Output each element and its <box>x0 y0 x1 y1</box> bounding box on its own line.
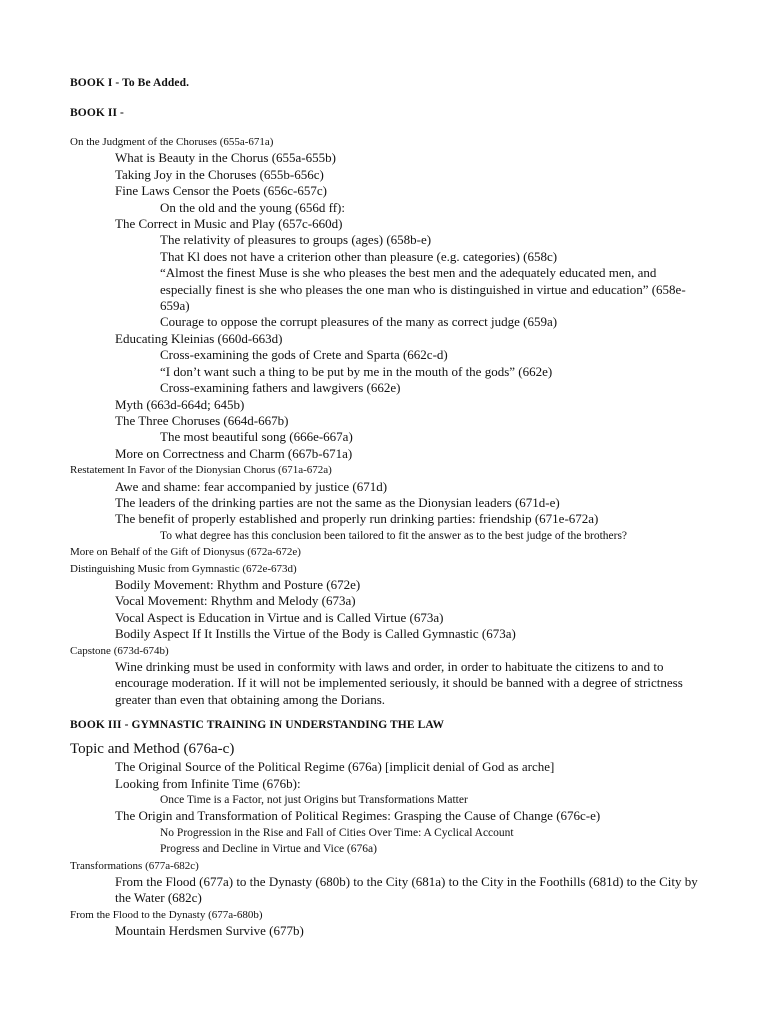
book-3-heading: BOOK III - GYMNASTIC TRAINING IN UNDERSTANDING THE LAW <box>70 719 445 732</box>
sub-outline-item: On the old and the young (656d ff): <box>160 199 345 215</box>
quotation-item: “Almost the finest Muse is she who pleases the best men and the adequately educated men, and especially finest is she who pleases the one man who is distinguished in virtue and education” (658e-659a) <box>160 265 686 314</box>
outline-item: The Original Source of the Political Regime (676a) [implicit denial of God as arche] <box>115 759 555 775</box>
section-heading: More on Behalf of the Gift of Dionysus (672a-672e) <box>70 546 301 559</box>
outline-item: The Three Choruses (664d-667b) <box>115 412 289 428</box>
sub-outline-item: To what degree has this conclusion been tailored to fit the answer as to the best judge of the brothers? <box>160 529 628 542</box>
sub-outline-item: Courage to oppose the corrupt pleasures of the many as correct judge (659a) <box>160 314 558 330</box>
sub-outline-item: Once Time is a Factor, not just Origins but Transformations Matter <box>160 794 468 807</box>
sub-outline-item: That Kl does not have a criterion other than pleasure (e.g. categories) (658c) <box>160 248 558 264</box>
sub-outline-item: Cross-examining the gods of Crete and Sparta (662c-d) <box>160 347 448 363</box>
sub-outline-item: “I don’t want such a thing to be put by me in the mouth of the gods” (662e) <box>160 363 553 379</box>
sub-outline-item: The relativity of pleasures to groups (ages) (658b-e) <box>160 232 432 248</box>
outline-item: The Origin and Transformation of Political Regimes: Grasping the Cause of Change (676c-e) <box>115 808 601 824</box>
book-1-heading: BOOK I - To Be Added. <box>70 77 190 89</box>
outline-item: Vocal Aspect is Education in Virtue and is Called Virtue (673a) <box>115 609 444 625</box>
section-heading: Capstone (673d-674b) <box>70 644 169 657</box>
outline-item: The benefit of properly established and properly run drinking parties: friendship (671e-672a) <box>115 511 599 527</box>
outline-item: Awe and shame: fear accompanied by justice (671d) <box>115 478 388 494</box>
outline-paragraph: From the Flood (677a) to the Dynasty (680b) to the City (681a) to the City in the Foothills (681d) to the City by the Water (682c) <box>115 874 698 906</box>
outline-item: Bodily Aspect If It Instills the Virtue of the Body is Called Gymnastic (673a) <box>115 626 516 642</box>
section-heading: Restatement In Favor of the Dionysian Chorus (671a-672a) <box>70 464 332 477</box>
section-heading: On the Judgment of the Choruses (655a-671a) <box>70 136 274 148</box>
book-2-outline <box>70 134 708 708</box>
section-heading: Transformations (677a-682c) <box>70 859 199 872</box>
outline-paragraph: Wine drinking must be used in conformity with laws and order, in order to habituate the citizens to and to encourage moderation. If it will not be implemented seriously, it should be banned with a degree of strictness greater than even that obtaining among the Dorians. <box>115 659 683 707</box>
sub-outline-item: The most beautiful song (666e-667a) <box>160 429 353 445</box>
outline-item: Educating Kleinias (660d-663d) <box>115 330 283 346</box>
outline-item: Vocal Movement: Rhythm and Melody (673a) <box>115 593 356 609</box>
topic-heading: Topic and Method (676a-c) <box>70 741 235 758</box>
outline-item: Bodily Movement: Rhythm and Posture (672e) <box>115 576 361 592</box>
outline-item: Mountain Herdsmen Survive (677b) <box>115 923 304 939</box>
sub-outline-item: Cross-examining fathers and lawgivers (662e) <box>160 380 401 396</box>
outline-item: Fine Laws Censor the Poets (656c-657c) <box>115 183 327 199</box>
outline-item: The leaders of the drinking parties are not the same as the Dionysian leaders (671d-e) <box>115 494 560 510</box>
outline-item: The Correct in Music and Play (657c-660d) <box>115 216 343 232</box>
sub-outline-item: No Progression in the Rise and Fall of Cities Over Time: A Cyclical Account <box>160 826 514 839</box>
sub-outline-item: Progress and Decline in Virtue and Vice (676a) <box>160 843 377 856</box>
outline-item: More on Correctness and Charm (667b-671a) <box>115 445 353 461</box>
book-2-heading: BOOK II - <box>70 107 124 119</box>
outline-item: Taking Joy in the Choruses (655b-656c) <box>115 166 324 182</box>
section-heading: Distinguishing Music from Gymnastic (672e-673d) <box>70 562 297 575</box>
outline-item: Looking from Infinite Time (676b): <box>115 775 301 791</box>
outline-item: What is Beauty in the Chorus (655a-655b) <box>115 150 336 166</box>
book-3-outline <box>70 740 708 939</box>
section-heading: From the Flood to the Dynasty (677a-680b) <box>70 908 263 921</box>
outline-item: Myth (663d-664d; 645b) <box>115 396 245 412</box>
